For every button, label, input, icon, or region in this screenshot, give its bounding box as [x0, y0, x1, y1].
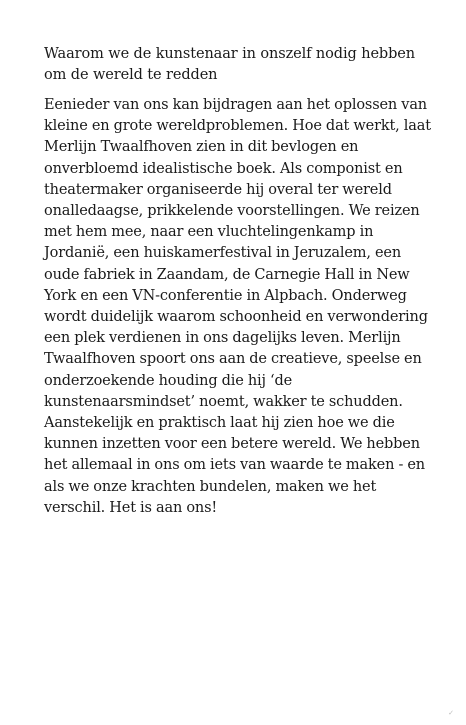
- book-description: Eenieder van ons kan bijdragen aan het oplossen van kleine en grote wereldproblemen. Hoe dat werkt, laat Merlijn Twaalfhoven zien in dit bevlogen en onverbloemd idealistische boek. Als componist en theatermaker organiseerde hij overal ter wereld onalledaagse, prikkelende voorstellingen. We reizen met hem mee, naar een vluchtelingenkamp in Jordanië, een huiskamerfestival in Jeruzalem, een oude fabriek in Zaandam, de Carnegie Hall in New York en een VN-conferentie in Alpbach. Onderweg wordt duidelijk waarom schoonheid en verwondering een plek verdienen in ons dagelijks leven. Merlijn Twaalfhoven spoort ons aan de creatieve, speelse en onderzoekende houding die hij ‘de kunstenaarsmindset’ noemt, wakker te schudden. Aanstekelijk en praktisch laat hij zien hoe we die kunnen inzetten voor een betere wereld. We hebben het allemaal in ons om iets van waarde te maken - en als we onze krachten bundelen, maken we het verschil. Het is aan ons!: [44, 97, 431, 516]
- check-mark-icon: ✓: [448, 709, 454, 717]
- book-subtitle: Waarom we de kunstenaar in onszelf nodig hebben om de wereld te redden: [44, 46, 416, 83]
